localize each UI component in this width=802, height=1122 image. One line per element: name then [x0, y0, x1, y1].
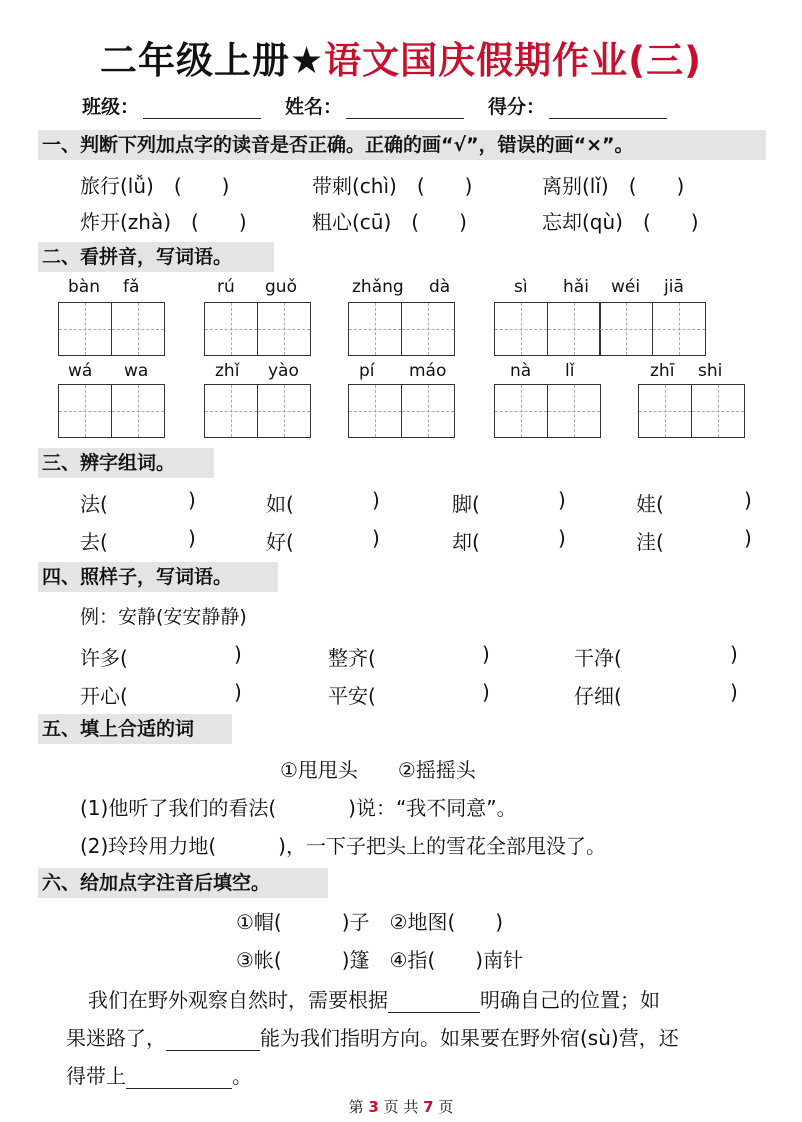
char-box[interactable] — [494, 302, 548, 356]
pinyin: wa — [124, 361, 149, 381]
s4-row-1 — [80, 642, 760, 668]
s3-char: 去( — [80, 530, 108, 554]
s4-word: 整齐( — [328, 646, 376, 670]
pinyin: lǐ — [565, 361, 575, 381]
char-box[interactable] — [401, 384, 455, 438]
writing-boxes — [204, 302, 309, 356]
fill-blank[interactable] — [388, 993, 480, 1013]
page-title — [0, 30, 802, 84]
pinyin: hǎi — [563, 277, 589, 297]
pinyin: guǒ — [265, 277, 297, 297]
s1-item: 炸开(zhà) ( ) — [80, 210, 247, 234]
s4-close: ) — [234, 642, 242, 666]
pinyin: rú — [217, 277, 235, 297]
writing-boxes — [494, 302, 704, 356]
s4-close: ) — [234, 680, 242, 704]
char-box[interactable] — [58, 384, 112, 438]
s4-close: ) — [730, 642, 738, 666]
char-box[interactable] — [204, 302, 258, 356]
title-grade: 二年级上册★ — [100, 39, 325, 82]
name-field: 姓名： — [285, 92, 464, 119]
s6-line-1: ①帽( )子 ②地图( ) — [236, 910, 504, 934]
writing-boxes — [348, 302, 453, 356]
char-box[interactable] — [494, 384, 548, 438]
pinyin: nà — [510, 361, 532, 381]
s1-item: 旅行(lǚ) ( ) — [80, 174, 230, 198]
total-pages: 7 — [423, 1098, 434, 1116]
score-blank[interactable] — [549, 99, 667, 119]
char-box[interactable] — [348, 302, 402, 356]
s5-question-1: (1)他听了我们的看法( )说：“我不同意”。 — [80, 796, 517, 820]
pinyin: wá — [68, 361, 93, 381]
writing-boxes — [638, 384, 743, 438]
section-3-heading: 三、辨字组词。 — [38, 448, 214, 478]
s4-word: 干净( — [574, 646, 622, 670]
title-subject: 语文国庆假期作业(三) — [324, 39, 702, 82]
s6-paragraph-line-1: 我们在野外观察自然时，需要根据 明确自己的位置；如 — [88, 988, 660, 1012]
section-2-heading: 二、看拼音，写词语。 — [38, 242, 274, 272]
s3-close: ) — [372, 526, 380, 550]
writing-boxes — [494, 384, 599, 438]
s4-example: 例：安静(安安静静) — [80, 606, 247, 628]
s3-row-1 — [80, 488, 760, 514]
student-info — [82, 92, 732, 119]
s3-close: ) — [744, 526, 752, 550]
s4-word: 开心( — [80, 684, 128, 708]
s3-close: ) — [372, 488, 380, 512]
s4-close: ) — [730, 680, 738, 704]
s3-char: 却( — [452, 530, 480, 554]
class-field: 班级： — [82, 92, 261, 119]
char-box[interactable] — [599, 302, 653, 356]
section-1-heading: 一、判断下列加点字的读音是否正确。正确的画“√”，错误的画“×”。 — [38, 130, 766, 160]
char-box[interactable] — [547, 384, 601, 438]
writing-boxes — [58, 302, 163, 356]
s3-close: ) — [558, 526, 566, 550]
s4-close: ) — [482, 642, 490, 666]
s1-item: 粗心(cū) ( ) — [312, 210, 467, 234]
s3-char: 洼( — [636, 530, 664, 554]
pinyin: máo — [409, 361, 447, 381]
char-box[interactable] — [257, 384, 311, 438]
s3-row-2 — [80, 526, 760, 552]
pinyin: pí — [359, 361, 375, 381]
s3-char: 法( — [80, 492, 108, 516]
s5-question-2: (2)玲玲用力地( )，一下子把头上的雪花全部甩没了。 — [80, 834, 606, 858]
char-box[interactable] — [257, 302, 311, 356]
s3-char: 如( — [266, 492, 294, 516]
writing-boxes — [348, 384, 453, 438]
pinyin: dà — [429, 277, 451, 297]
pinyin: yào — [268, 361, 299, 381]
s3-char: 脚( — [452, 492, 480, 516]
s6-paragraph-line-2: 果迷路了， 能为我们指明方向。如果要在野外宿(sù)营，还 — [66, 1026, 679, 1050]
writing-boxes — [58, 384, 163, 438]
s6-paragraph-line-3: 得带上 。 — [66, 1064, 252, 1088]
name-blank[interactable] — [346, 99, 464, 119]
char-box[interactable] — [204, 384, 258, 438]
s4-word: 平安( — [328, 684, 376, 708]
char-box[interactable] — [547, 302, 601, 356]
fill-blank[interactable] — [166, 1031, 260, 1051]
section-5-heading: 五、填上合适的词 — [38, 714, 232, 744]
writing-boxes — [204, 384, 309, 438]
char-box[interactable] — [691, 384, 745, 438]
class-blank[interactable] — [143, 99, 261, 119]
s3-close: ) — [188, 526, 196, 550]
fill-blank[interactable] — [126, 1069, 232, 1089]
pinyin: zhī — [650, 361, 675, 381]
char-box[interactable] — [111, 384, 165, 438]
s4-row-2 — [80, 680, 760, 706]
char-box[interactable] — [652, 302, 706, 356]
section-4-heading: 四、照样子，写词语。 — [38, 562, 278, 592]
s5-options: ①甩甩头 ②摇摇头 — [280, 758, 476, 782]
pinyin: zhǎng — [352, 277, 404, 297]
pinyin: zhǐ — [215, 361, 240, 381]
score-field: 得分： — [488, 92, 667, 119]
current-page: 3 — [368, 1098, 379, 1116]
char-box[interactable] — [58, 302, 112, 356]
pinyin: jiā — [664, 277, 684, 297]
pinyin: shi — [698, 361, 723, 381]
page-footer: 第 3 页 共 7 页 — [348, 1098, 454, 1116]
pinyin: wéi — [611, 277, 641, 297]
s1-item: 带刺(chì) ( ) — [312, 174, 473, 198]
char-box[interactable] — [111, 302, 165, 356]
char-box[interactable] — [348, 384, 402, 438]
s3-close: ) — [188, 488, 196, 512]
pinyin: sì — [514, 277, 528, 297]
s3-char: 娃( — [636, 492, 664, 516]
s3-close: ) — [744, 488, 752, 512]
pinyin: bàn — [68, 277, 100, 297]
s1-item: 离别(lǐ) ( ) — [542, 174, 685, 198]
char-box[interactable] — [638, 384, 692, 438]
char-box[interactable] — [401, 302, 455, 356]
section-6-heading: 六、给加点字注音后填空。 — [38, 868, 328, 898]
pinyin: fǎ — [123, 277, 140, 297]
s1-item: 忘却(qù) ( ) — [542, 210, 699, 234]
s4-word: 仔细( — [574, 684, 622, 708]
s3-char: 好( — [266, 530, 294, 554]
s6-line-2: ③帐( )篷 ④指( )南针 — [236, 948, 524, 972]
s4-word: 许多( — [80, 646, 128, 670]
s4-close: ) — [482, 680, 490, 704]
s3-close: ) — [558, 488, 566, 512]
